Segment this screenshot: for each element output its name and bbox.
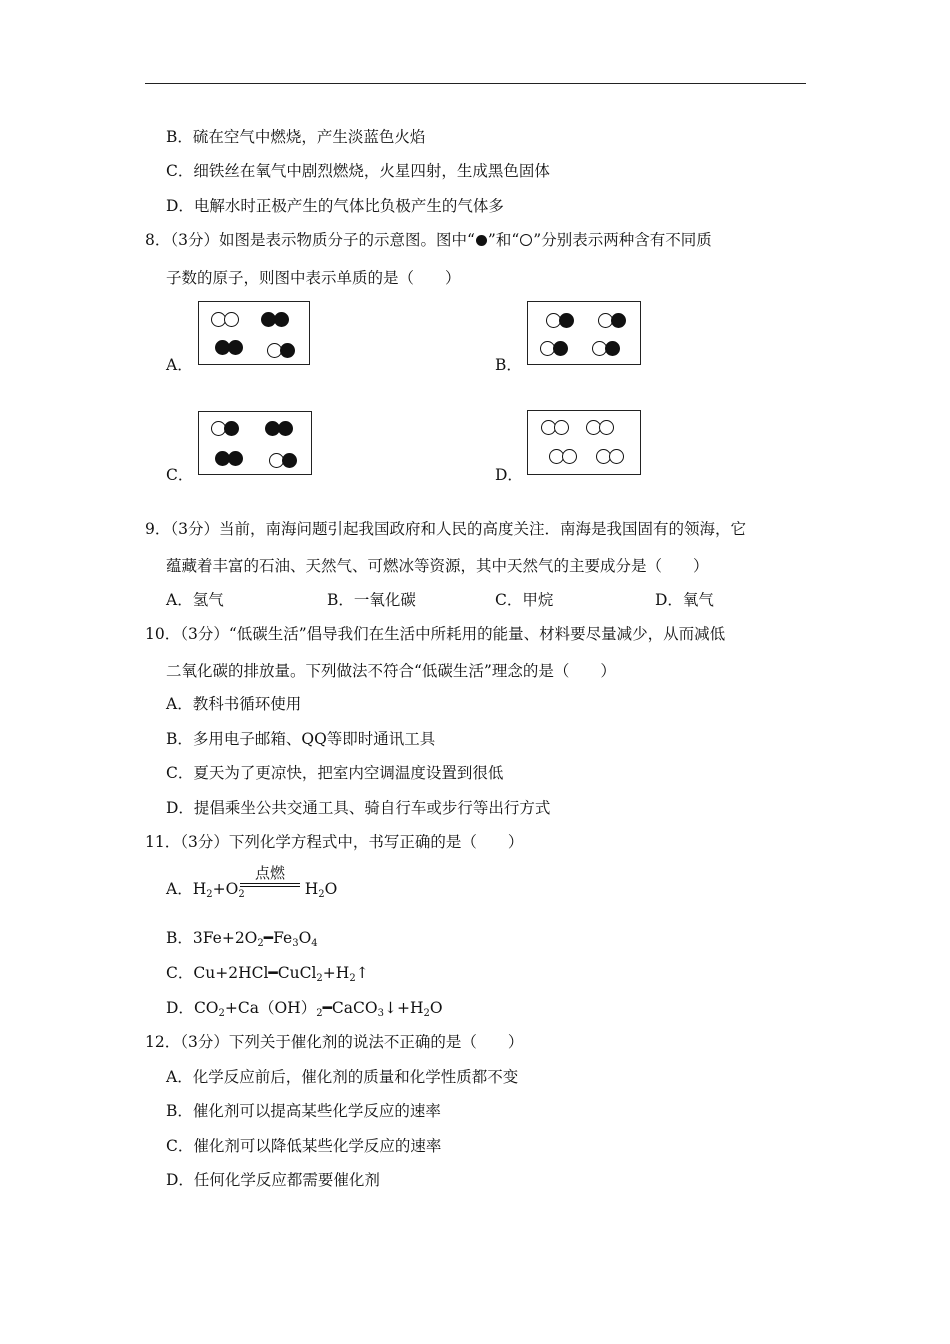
q8-stem-part-2: ”和“: [487, 231, 520, 249]
q8-option-a-label[interactable]: A．: [166, 356, 193, 374]
q10-stem-line-1: 10．（3分）“低碳生活”倡导我们在生活中所耗用的能量、材料要尽量减少，从而减低: [145, 625, 726, 643]
q8-option-b-label[interactable]: B．: [495, 356, 522, 374]
q12-option-d[interactable]: D．任何化学反应都需要催化剂: [166, 1171, 380, 1189]
molecule: [540, 341, 568, 356]
formula-part: +H: [322, 964, 350, 982]
formula-part: +H: [396, 999, 424, 1017]
molecule: [265, 421, 293, 436]
hollow-atom-icon: [609, 449, 624, 464]
q8-option-d-label[interactable]: D．: [495, 466, 523, 484]
filled-atom-icon: [559, 313, 574, 328]
q9-option-c[interactable]: C．甲烷: [495, 591, 554, 609]
q10-option-c[interactable]: C．夏天为了更凉快，把室内空调温度设置到很低: [166, 764, 504, 782]
molecule: [215, 340, 243, 355]
molecule: [211, 312, 239, 327]
option-label: C．: [166, 964, 194, 982]
q9-option-b[interactable]: B．一氧化碳: [327, 591, 416, 609]
molecule: [586, 420, 614, 435]
subscript: 2: [238, 889, 245, 900]
equals-sign: ━: [263, 929, 274, 947]
filled-atom-icon: [228, 340, 243, 355]
q9-option-d[interactable]: D．氧气: [655, 591, 714, 609]
filled-atom-icon: [282, 453, 297, 468]
equals-sign: ━: [322, 999, 332, 1017]
subscript: 3: [292, 938, 299, 949]
q8-option-d-diagram[interactable]: [527, 410, 641, 475]
q8-stem-line-2: 子数的原子，则图中表示单质的是（ ）: [166, 269, 461, 287]
molecule: [269, 453, 297, 468]
molecule: [267, 343, 295, 358]
q7-option-c[interactable]: C．细铁丝在氧气中剧烈燃烧，火星四射，生成黑色固体: [166, 162, 550, 180]
molecule: [261, 312, 289, 327]
hollow-atom-icon: [562, 449, 577, 464]
filled-atom-icon: [605, 341, 620, 356]
hollow-atom-icon: [520, 234, 532, 246]
q8-option-c-diagram[interactable]: [198, 411, 312, 475]
subscript: 2: [316, 973, 323, 984]
q12-stem: 12．（3分）下列关于催化剂的说法不正确的是（ ）: [145, 1033, 524, 1051]
q7-option-b[interactable]: B．硫在空气中燃烧，产生淡蓝色火焰: [166, 128, 426, 146]
filled-atom-icon: [228, 451, 243, 466]
q10-stem-line-2: 二氧化碳的排放量。下列做法不符合“低碳生活”理念的是（ ）: [166, 662, 616, 680]
formula-part: H: [192, 880, 207, 898]
q11-stem: 11．（3分）下列化学方程式中，书写正确的是（ ）: [145, 833, 524, 851]
formula-part: Fe: [273, 929, 293, 947]
reaction-condition: [240, 865, 300, 887]
q11-option-d[interactable]: [166, 998, 443, 1018]
molecule: [598, 313, 626, 328]
q8-stem: [145, 230, 712, 250]
formula-part: CO: [193, 999, 219, 1017]
q8-stem-part-3: ”分别表示两种含有不同质: [533, 231, 712, 249]
hollow-atom-icon: [224, 312, 239, 327]
molecule: [215, 451, 243, 466]
formula-part: O: [324, 880, 338, 898]
q9-stem-line-2: 蕴藏着丰富的石油、天然气、可燃冰等资源，其中天然气的主要成分是（ ）: [166, 557, 709, 575]
formula-part: H: [304, 880, 319, 898]
option-label: A．: [166, 880, 193, 898]
subscript: 2: [316, 1008, 323, 1019]
q11-option-b[interactable]: [166, 928, 318, 948]
formula-part: +O: [212, 880, 239, 898]
condition-label: 点燃: [254, 864, 285, 882]
molecule: [546, 313, 574, 328]
subscript: 2: [349, 973, 356, 984]
q8-stem-part-1: 8．（3分）如图是表示物质分子的示意图。图中“: [145, 231, 475, 249]
q10-option-a[interactable]: A．教科书循环使用: [166, 695, 302, 713]
q12-option-a[interactable]: A．化学反应前后，催化剂的质量和化学性质都不变: [166, 1068, 519, 1086]
q12-option-b[interactable]: B．催化剂可以提高某些化学反应的速率: [166, 1102, 441, 1120]
filled-atom-icon: [611, 313, 626, 328]
q9-stem-line-1: 9．（3分）当前，南海问题引起我国政府和人民的高度关注．南海是我国固有的领海，它: [145, 520, 746, 538]
formula-part: CuCl: [277, 964, 317, 982]
molecule: [596, 449, 624, 464]
header-rule: [145, 83, 806, 84]
option-label: B．: [166, 929, 193, 947]
molecule: [592, 341, 620, 356]
hollow-atom-icon: [599, 420, 614, 435]
q8-option-b-diagram[interactable]: [527, 301, 641, 365]
filled-atom-icon: [224, 421, 239, 436]
subscript: 2: [206, 889, 213, 900]
filled-atom-icon: [280, 343, 295, 358]
filled-atom-icon: [553, 341, 568, 356]
subscript: 2: [423, 1008, 430, 1019]
molecule: [541, 420, 569, 435]
filled-atom-icon: [274, 312, 289, 327]
q7-option-d[interactable]: D．电解水时正极产生的气体比负极产生的气体多: [166, 197, 504, 215]
formula-part: CaCO: [331, 999, 378, 1017]
q12-option-c[interactable]: C．催化剂可以降低某些化学反应的速率: [166, 1137, 442, 1155]
filled-atom-icon: [476, 235, 487, 246]
equals-sign: ━: [268, 964, 278, 982]
q9-option-a[interactable]: A．氢气: [166, 591, 224, 609]
subscript: 2: [257, 938, 264, 949]
q10-option-b[interactable]: B．多用电子邮箱、QQ等即时通讯工具: [166, 730, 436, 748]
formula-part: +Ca（OH）: [224, 999, 317, 1017]
q8-option-a-diagram[interactable]: [198, 301, 310, 365]
equals-bar: [240, 883, 300, 887]
q11-option-c[interactable]: [166, 963, 369, 983]
subscript: 4: [311, 938, 318, 949]
hollow-atom-icon: [554, 420, 569, 435]
filled-atom-icon: [278, 421, 293, 436]
gas-arrow-icon: ↑: [355, 964, 369, 982]
formula-part: O: [429, 999, 443, 1017]
precipitate-arrow-icon: ↓: [383, 999, 397, 1017]
subscript: 2: [318, 889, 325, 900]
formula-part: Cu+2HCl: [193, 964, 269, 982]
q10-option-d[interactable]: D．提倡乘坐公共交通工具、骑自行车或步行等出行方式: [166, 799, 551, 817]
molecule: [549, 449, 577, 464]
formula-part: 3Fe+2O: [192, 929, 258, 947]
subscript: 3: [377, 1008, 384, 1019]
option-label: D．: [166, 999, 194, 1017]
molecule: [211, 421, 239, 436]
formula-part: O: [298, 929, 312, 947]
q8-option-c-label[interactable]: C．: [166, 466, 194, 484]
subscript: 2: [218, 1008, 225, 1019]
